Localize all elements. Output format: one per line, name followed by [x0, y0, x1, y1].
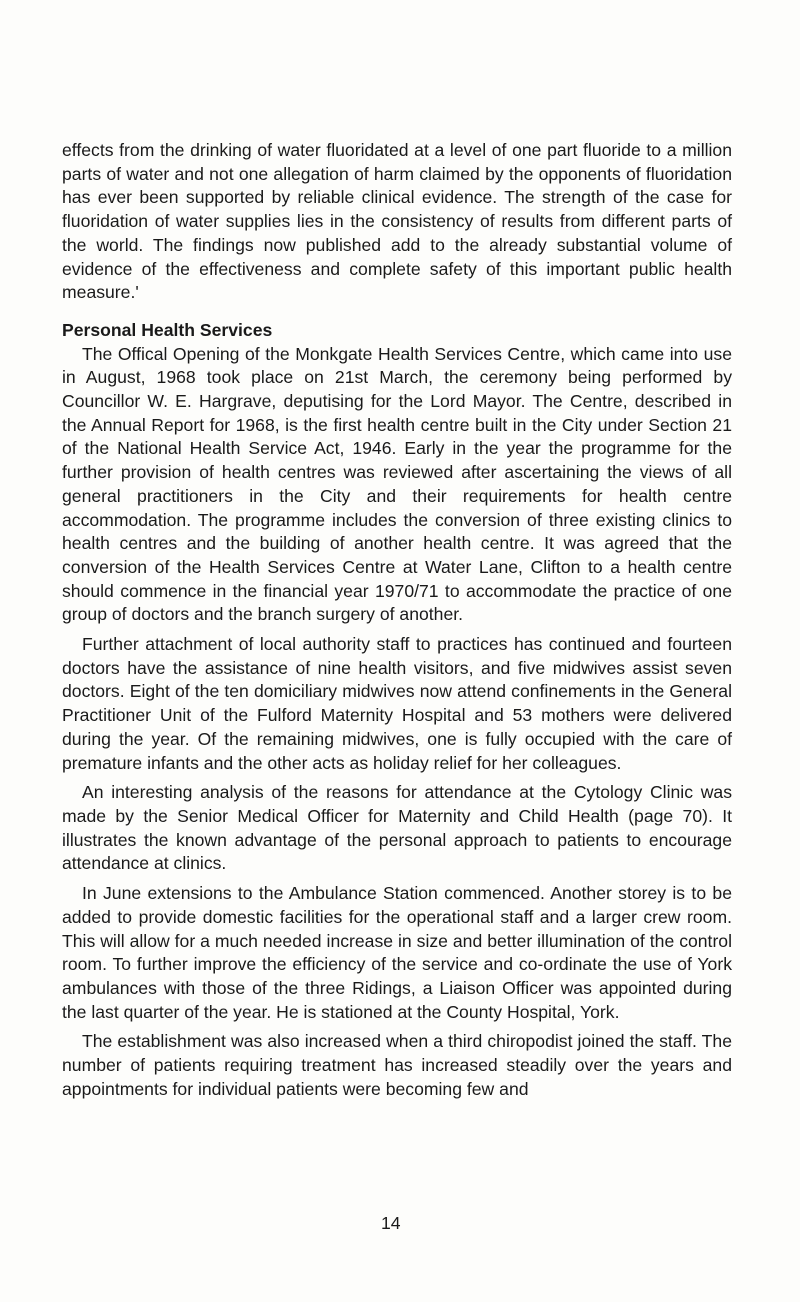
paragraph-chiropody: The establishment was also increased when a third chiropodist joined the staff. The number of patients requiring treatment has increased steadily over the years and appointments for individual patients were becoming few and — [62, 1031, 732, 1099]
paragraph-staff-attachment: Further attachment of local authority staff to practices has continued and fourteen doctors have the assistance of nine health visitors, and five midwives assist seven doctors. Eight of the ten domiciliary midwives now attend confinements in the General Practitioner Unit of the Fulford Maternity Hospital and 53 mothers were delivered during the year. Of the remaining midwives, one is fully occupied with the care of premature infants and the other acts as holiday relief for her colleagues. — [62, 634, 732, 773]
document-page — [62, 139, 732, 1101]
page-number: 14 — [381, 1213, 401, 1233]
opening-paragraph: effects from the drinking of water fluoridated at a level of one part fluoride to a million parts of water and not one allegation of harm claimed by the opponents of fluoridation has ever been supported by reliable clinical evidence. The strength of the case for fluoridation of water supplies lies in the consistency of results from different parts of the world. The findings now published add to the already substantial volume of evidence of the effectiveness and complete safety of this important public health measure.' — [62, 140, 732, 303]
paragraph-ambulance-station: In June extensions to the Ambulance Station commenced. Another storey is to be added to provide domestic facilities for the operational staff and a larger crew room. This will allow for a much needed increase in size and better illumination of the control room. To further improve the efficiency of the service and co-ordinate the use of York ambulances with those of the three Ridings, a Liaison Officer was appointed during the last quarter of the year. He is stationed at the County Hospital, York. — [62, 883, 732, 1022]
paragraph-cytology-clinic: An interesting analysis of the reasons for attendance at the Cytology Clinic was made by the Senior Medical Officer for Maternity and Child Health (page 70). It illustrates the known advantage of the personal approach to patients to encourage attendance at clinics. — [62, 782, 732, 874]
paragraph-health-centres: The Offical Opening of the Monkgate Health Services Centre, which came into use in August, 1968 took place on 21st March, the ceremony being performed by Councillor W. E. Hargrave, deputising for the Lord Mayor. The Centre, described in the Annual Report for 1968, is the first health centre built in the City under Section 21 of the National Health Service Act, 1946. Early in the year the programme for the further provision of health centres was reviewed after ascertaining the views of all general practitioners in the City and their requirements for health centre accommodation. The programme includes the conversion of three existing clinics to health centres and the building of another health centre. It was agreed that the conversion of the Health Services Centre at Water Lane, Clifton to a health centre should commence in the financial year 1970/71 to accommodate the practice of one group of doctors and the branch surgery of another. — [62, 343, 732, 625]
section-heading: Personal Health Services — [62, 319, 273, 340]
